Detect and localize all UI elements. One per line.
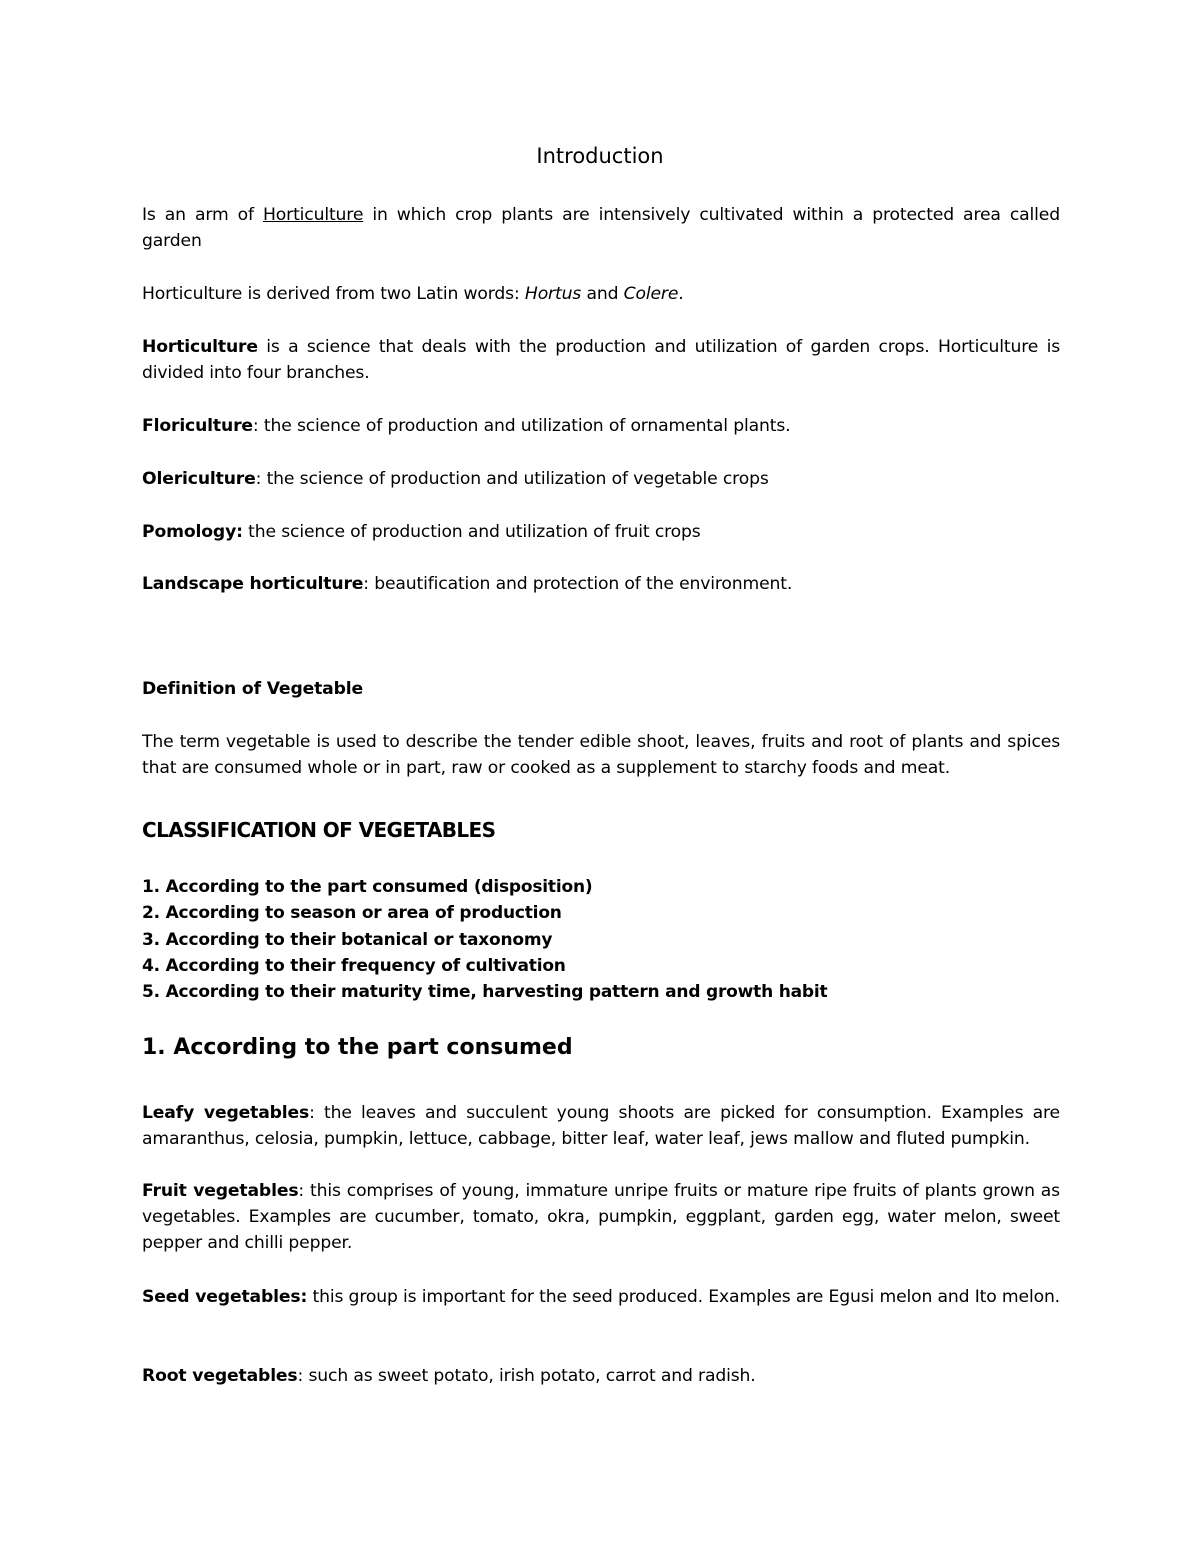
- etymology-text-end: .: [678, 284, 684, 304]
- vegetable-type-text: this group is important for the seed produced. Examples are Egusi melon and Ito melon.: [307, 1287, 1060, 1307]
- branch-olericulture: [142, 466, 1060, 492]
- classification-item: 4. According to their frequency of cultivation: [142, 955, 566, 976]
- page-title: Introduction: [536, 144, 664, 168]
- etymology-text-start: Horticulture is derived from two Latin words:: [142, 284, 525, 304]
- classification-list: [142, 874, 827, 1005]
- vegetable-type-label: Root vegetables: [142, 1366, 298, 1386]
- vegetable-type-text: : the leaves and succulent young shoots are picked for consumption. Examples are amaranthus, celosia, pumpkin, lettuce, cabbage, bitter leaf, water leaf, jews mallow and fluted pumpkin.: [142, 1103, 1060, 1149]
- classification-item: 2. According to season or area of production: [142, 903, 562, 924]
- intro-text-end: in which crop plants are intensively cultivated within a protected area called garden: [142, 205, 1060, 251]
- branch-label: Floriculture: [142, 416, 253, 436]
- intro-paragraph: [142, 202, 1060, 254]
- vegetable-type-label: Fruit vegetables: [142, 1181, 299, 1201]
- classification-item: 5. According to their maturity time, harvesting pattern and growth habit: [142, 982, 828, 1003]
- classification-item: 1. According to the part consumed (disposition): [142, 877, 593, 897]
- definition-text: The term vegetable is used to describe the tender edible shoot, leaves, fruits and root of plants and spices that are consumed whole or in part, raw or cooked as a supplement to starchy foods and meat.: [142, 732, 1060, 778]
- etymology-text-mid: and: [581, 284, 624, 304]
- horticulture-label: Horticulture: [142, 337, 258, 357]
- horticulture-definition: [142, 334, 1060, 386]
- branch-label: Pomology:: [142, 522, 243, 542]
- vegetable-type-label: Seed vegetables:: [142, 1287, 308, 1307]
- part-consumed-heading: 1. According to the part consumed: [142, 1035, 573, 1060]
- horticulture-link[interactable]: Horticulture: [263, 205, 364, 225]
- fruit-vegetables: [142, 1178, 1060, 1256]
- branch-pomology: [142, 519, 1060, 545]
- latin-word-colere: Colere: [623, 284, 679, 304]
- branch-text: : the science of production and utilization of ornamental plants.: [252, 416, 791, 436]
- branch-text: the science of production and utilization of fruit crops: [242, 522, 701, 542]
- branch-text: : beautification and protection of the environment.: [363, 574, 793, 594]
- seed-vegetables: [142, 1284, 1060, 1310]
- definition-heading: Definition of Vegetable: [142, 679, 364, 699]
- etymology-paragraph: [142, 281, 1060, 307]
- branch-label: Olericulture: [142, 469, 256, 489]
- branch-floriculture: [142, 413, 1060, 439]
- vegetable-type-text: : this comprises of young, immature unripe fruits or mature ripe fruits of plants grown as vegetables. Examples are cucumber, tomato, okra, pumpkin, eggplant, garden egg, water melon, sweet pepper and chilli pepper.: [142, 1181, 1060, 1253]
- root-vegetables: [142, 1363, 1060, 1389]
- vegetable-type-label: Leafy vegetables: [142, 1103, 310, 1123]
- vegetable-type-text: : such as sweet potato, irish potato, carrot and radish.: [297, 1366, 756, 1386]
- horticulture-text: is a science that deals with the production and utilization of garden crops. Horticulture is divided into four branches.: [142, 337, 1060, 383]
- latin-word-hortus: Hortus: [524, 284, 582, 304]
- leafy-vegetables: [142, 1100, 1060, 1152]
- branch-landscape-horticulture: [142, 571, 1060, 597]
- branch-text: : the science of production and utilization of vegetable crops: [255, 469, 769, 489]
- classification-item: 3. According to their botanical or taxonomy: [142, 929, 553, 950]
- classification-heading: CLASSIFICATION OF VEGETABLES: [142, 818, 496, 842]
- branch-label: Landscape horticulture: [142, 574, 364, 594]
- intro-text-start: Is an arm of: [142, 205, 264, 225]
